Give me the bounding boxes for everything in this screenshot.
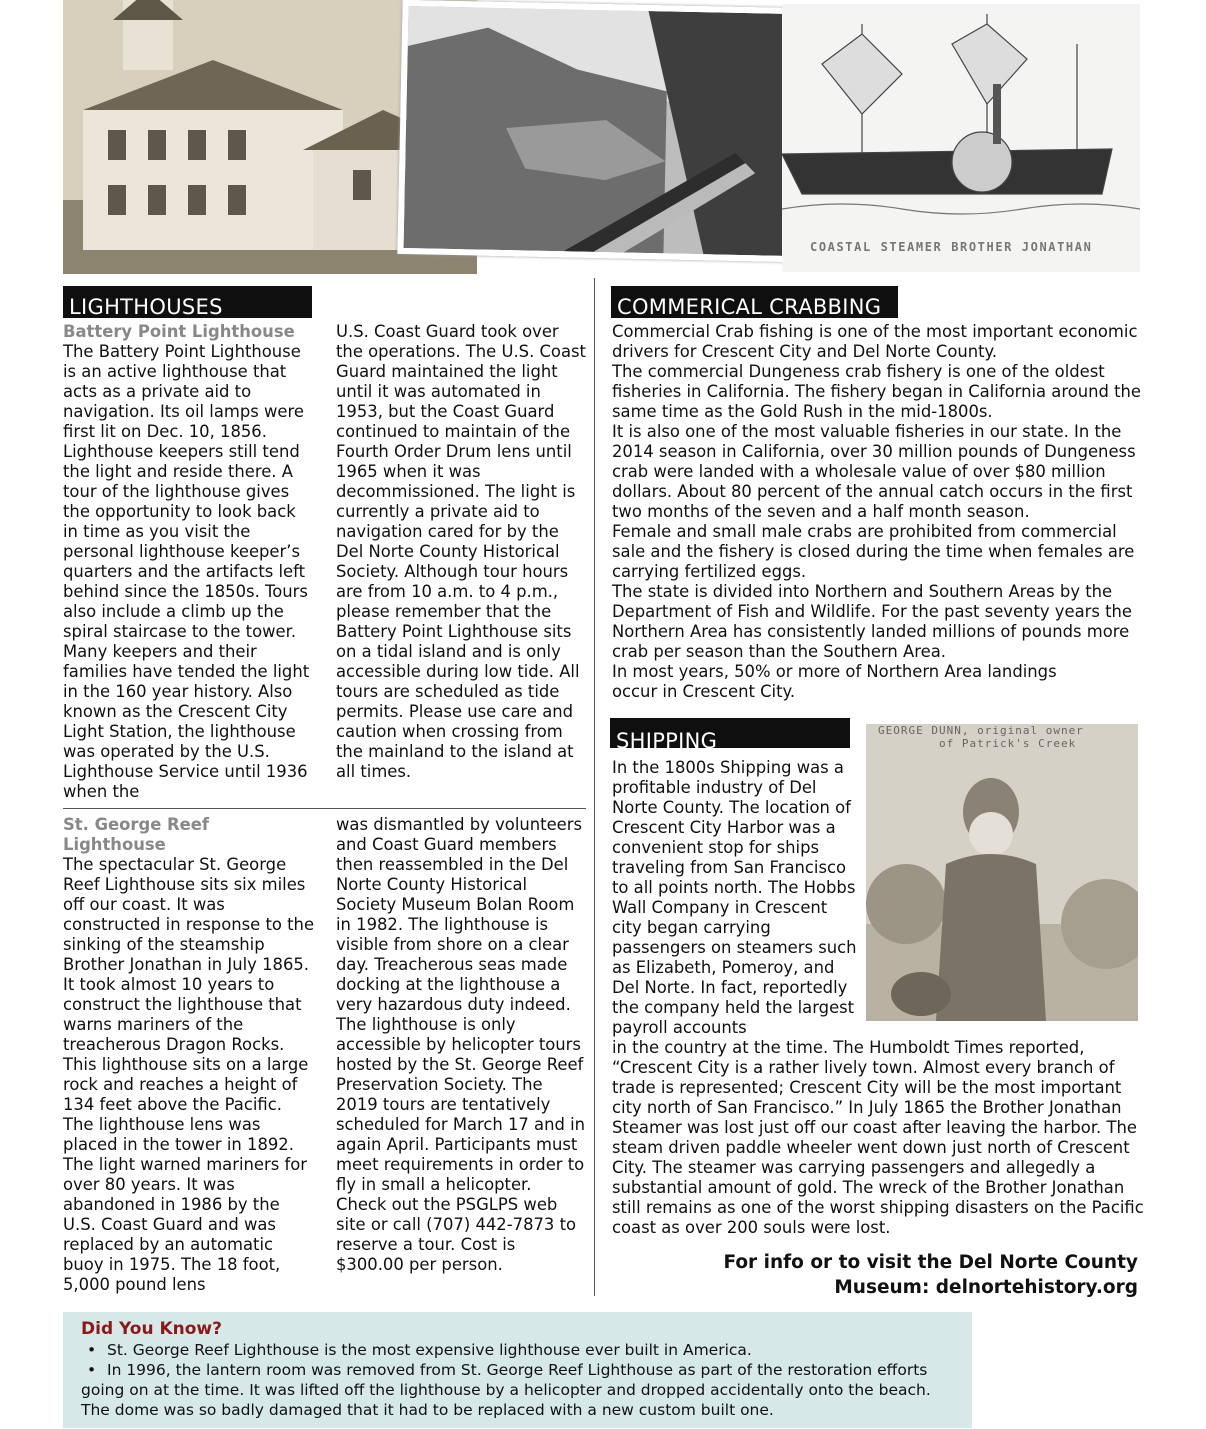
crabbing-paragraph: The commercial Dungeness crab fishery is one of the oldest fisheries in California. The fishery began in California around the same time as the Gold Rush in the mid-1800s. [612,362,1142,421]
museum-info [723,1250,1138,1300]
bullet-icon: • [87,1341,97,1359]
did-you-know-box [63,1312,972,1428]
did-you-know-text: In 1996, the lantern room was removed from St. George Reef Lighthouse as part of the restoration efforts going on at the time. It was lifted off the lighthouse by a helicopter and dropped accidentally onto the beach. The dome was so badly damaged that it had to be replaced with a new custom built one. [81,1361,931,1419]
portrait-photo [866,724,1138,1021]
did-you-know-item [81,1360,956,1420]
railroad-icon [404,6,794,256]
crabbing-heading: COMMERICAL CRABBING [611,286,898,318]
shipping-text-wide [612,1038,1147,1238]
crabbing-paragraph: In most years, 50% or more of Northern Area landings occur in Crescent City. [612,662,1057,701]
museum-website-link[interactable]: Museum: delnortehistory.org [834,1277,1138,1298]
crabbing-paragraph: It is also one of the most valuable fisheries in our state. In the 2014 season in California, over 30 million pounds of Dungeness crab were landed with a wholesale value of over $80 million dollars. About 80 percent of the annual catch occurs in the first two months of the seven and a half month season. [612,422,1136,521]
crabbing-paragraph: Female and small male crabs are prohibited from commercial sale and the fishery is closed during the time when females are carrying fertilized eggs. [612,522,1135,581]
did-you-know-text: St. George Reef Lighthouse is the most expensive lighthouse ever built in America. [107,1341,752,1359]
museum-info-line1: For info or to visit the Del Norte County [723,1252,1138,1273]
battery-point-text-1: The Battery Point Lighthouse is an active lighthouse that acts as a private aid to navigation. Its oil lamps were first lit on Dec. 10, 1856. Lighthouse keepers still tend the light and reside there. A tour of the lighthouse gives the opportunity to look back in time as you visit the personal lighthouse keeper’s quarters and the artifacts left behind since the 1850s. Tours also include a climb up the spiral staircase to the tower. Many keepers and their families have tended the light in the 160 year history. Also known as the Crescent City Light Station, the lighthouse was operated by the U.S. Lighthouse Service until 1936 when the [63,342,310,801]
railroad-photo [397,0,799,262]
st-george-text-2: was dismantled by volunteers and Coast Guard members then reassembled in the Del Norte County Historical Society Museum Bolan Room in 1982. The lighthouse is visible from shore on a clear day. Treacherous seas made docking at the lighthouse a very hazardous duty indeed. The lighthouse is only accessible by helicopter tours hosted by the St. George Reef Preservation Society. The 2019 tours are tentatively scheduled for March 17 and in again April. Participants must meet requirements in order to fly in small a helicopter. Check out the PSGLPS web site or call (707) 442-7873 to reserve a tour. Cost is $300.00 per person. [336,815,586,1274]
crabbing-paragraph: Commercial Crab fishing is one of the most important economic drivers for Crescent City and Del Norte County. [612,322,1138,361]
st-george-text-1: The spectacular St. George Reef Lighthouse sits six miles off our coast. It was constructed in response to the sinking of the steamship Brother Jonathan in July 1865. It took almost 10 years to construct the lighthouse that warns mariners of the treacherous Dragon Rocks. This lighthouse sits on a large rock and reaches a height of 134 feet above the Pacific. The lighthouse lens was placed in the tower in 1892. The light warned mariners for over 80 years. It was abandoned in 1986 by the U.S. Coast Guard and was replaced by an automatic buoy in 1975. The 18 foot, 5,000 pound lens [63,855,315,1294]
portrait-icon [866,724,1138,1021]
shipping-paragraph: in the country at the time. The Humboldt Times reported, “Crescent City is a rather lively town. Almost every branch of trade is represented; Crescent City will be the most important city north of San Francisco.” In July 1865 the Brother Jonathan Steamer was lost just off our coast after leaving the harbor. The steam driven paddle wheeler went down just north of Crescent City. The steamer was carrying passengers and allegedly a substantial amount of gold. The wreck of the Brother Jonathan still remains as one of the worst shipping disasters on the Pacific coast as over 200 souls were lost. [612,1038,1144,1237]
shipping-paragraph: In the 1800s Shipping was a profitable industry of Del Norte County. The location of Crescent City Harbor was a convenient stop for ships traveling from San Francisco to all points north. The Hobbs Wall Company in Crescent city began carrying passengers on steamers such as Elizabeth, Pomeroy, and Del Norte. In fact, reportedly the company held the largest payroll accounts [612,758,857,1037]
section-divider [63,808,586,809]
lighthouses-heading: LIGHTHOUSES [63,286,312,318]
did-you-know-item [81,1340,956,1360]
st-george-subhead: St. George Reef Lighthouse [63,815,210,854]
crabbing-paragraph: The state is divided into Northern and Southern Areas by the Department of Fish and Wildlife. For the past seventy years the Northern Area has consistently landed millions of pounds more crab per season than the Southern Area. [612,582,1133,661]
steamer-caption: COASTAL STEAMER BROTHER JONATHAN [810,240,1093,254]
st-george-col2 [336,815,586,1275]
column-divider [594,278,595,1296]
battery-point-col1 [63,322,315,802]
battery-point-col2 [336,322,586,782]
did-you-know-title: Did You Know? [81,1319,222,1339]
battery-point-subhead: Battery Point Lighthouse [63,322,295,341]
steamer-icon [782,4,1140,272]
shipping-text-narrow [612,758,857,1038]
battery-point-text-2: U.S. Coast Guard took over the operations. The U.S. Coast Guard maintained the light until it was automated in 1953, but the Coast Guard continued to maintain of the Fourth Order Drum lens until 1965 when it was decommissioned. The light is currently a private aid to navigation cared for by the Del Norte County Historical Society. Although tour hours are from 10 a.m. to 4 p.m., please remember that the Battery Point Lighthouse sits on a tidal island and is only accessible during low tide. All tours are scheduled as tide permits. Please use care and caution when crossing from the mainland to the island at all times. [336,322,586,781]
shipping-heading: SHIPPING [610,718,850,748]
st-george-col1 [63,815,315,1295]
bullet-icon: • [87,1361,97,1379]
portrait-caption: GEORGE DUNN, original owner of Patrick's Creek [878,724,1084,750]
steamer-sketch [782,4,1140,272]
crabbing-body [612,322,1152,702]
